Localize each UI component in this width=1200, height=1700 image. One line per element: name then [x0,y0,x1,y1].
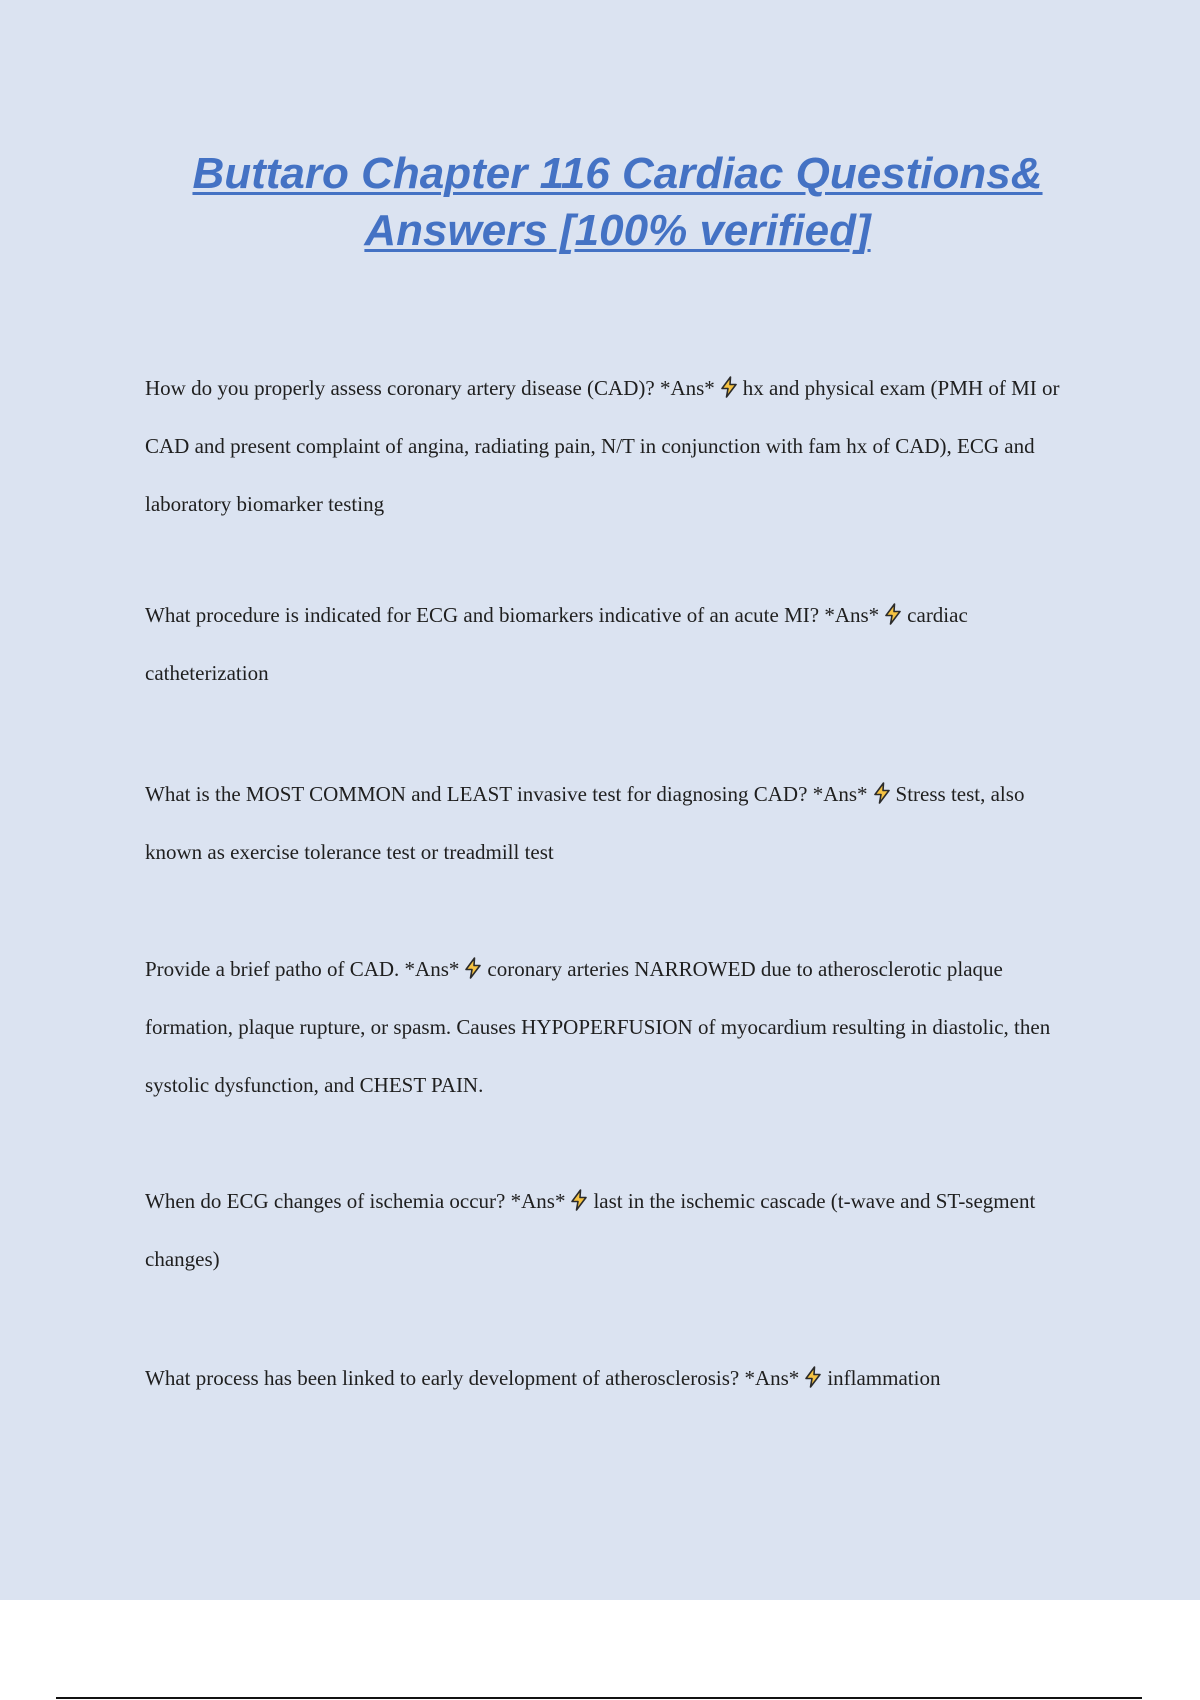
qa-item [145,765,1075,881]
lightning-bolt-icon [460,956,486,980]
answer-marker: *Ans* [659,376,715,400]
answer-text: cardiac catheterization [145,603,968,685]
qa-item [145,1349,1075,1407]
answer-text: hx and physical exam (PMH of MI or CAD and present complaint of angina, radiating pain, N/T in conjunction with fam hx of CAD), ECG and laboratory biomarker testing [145,376,1060,516]
question-text: When do ECG changes of ischemia occur? [145,1189,506,1213]
answer-text: last in the ischemic cascade (t-wave and ST-segment changes) [145,1189,1036,1271]
question-text: How do you properly assess coronary artery disease (CAD)? [145,376,655,400]
lightning-bolt-icon [566,1188,592,1212]
answer-marker: *Ans* [510,1189,566,1213]
answer-marker: *Ans* [812,782,868,806]
question-text: What process has been linked to early development of atherosclerosis? [145,1366,740,1390]
document-title: Buttaro Chapter 116 Cardiac Questions& Answers [100% verified] [192,149,1043,255]
qa-item [145,940,1075,1114]
footer-divider [56,1697,1142,1699]
answer-marker: *Ans* [824,603,880,627]
lightning-bolt-icon [869,781,895,805]
qa-item [145,359,1075,533]
answer-text: coronary arteries NARROWED due to atherosclerotic plaque formation, plaque rupture, or spasm. Causes HYPOPERFUSION of myocardium resulting in diastolic, then systolic dysfunction, and CHEST PAIN. [145,957,1051,1097]
lightning-bolt-icon [800,1365,826,1389]
question-text: What procedure is indicated for ECG and biomarkers indicative of an acute MI? [145,603,820,627]
qa-item [145,1172,1075,1288]
question-text: What is the MOST COMMON and LEAST invasive test for diagnosing CAD? [145,782,808,806]
lightning-bolt-icon [880,602,906,626]
lightning-bolt-icon [716,375,742,399]
qa-item [145,586,1075,702]
answer-text: Stress test, also known as exercise tolerance test or treadmill test [145,782,1025,864]
answer-marker: *Ans* [404,957,460,981]
question-text: Provide a brief patho of CAD. [145,957,400,981]
answer-text: inflammation [827,1366,941,1390]
answer-marker: *Ans* [744,1366,800,1390]
